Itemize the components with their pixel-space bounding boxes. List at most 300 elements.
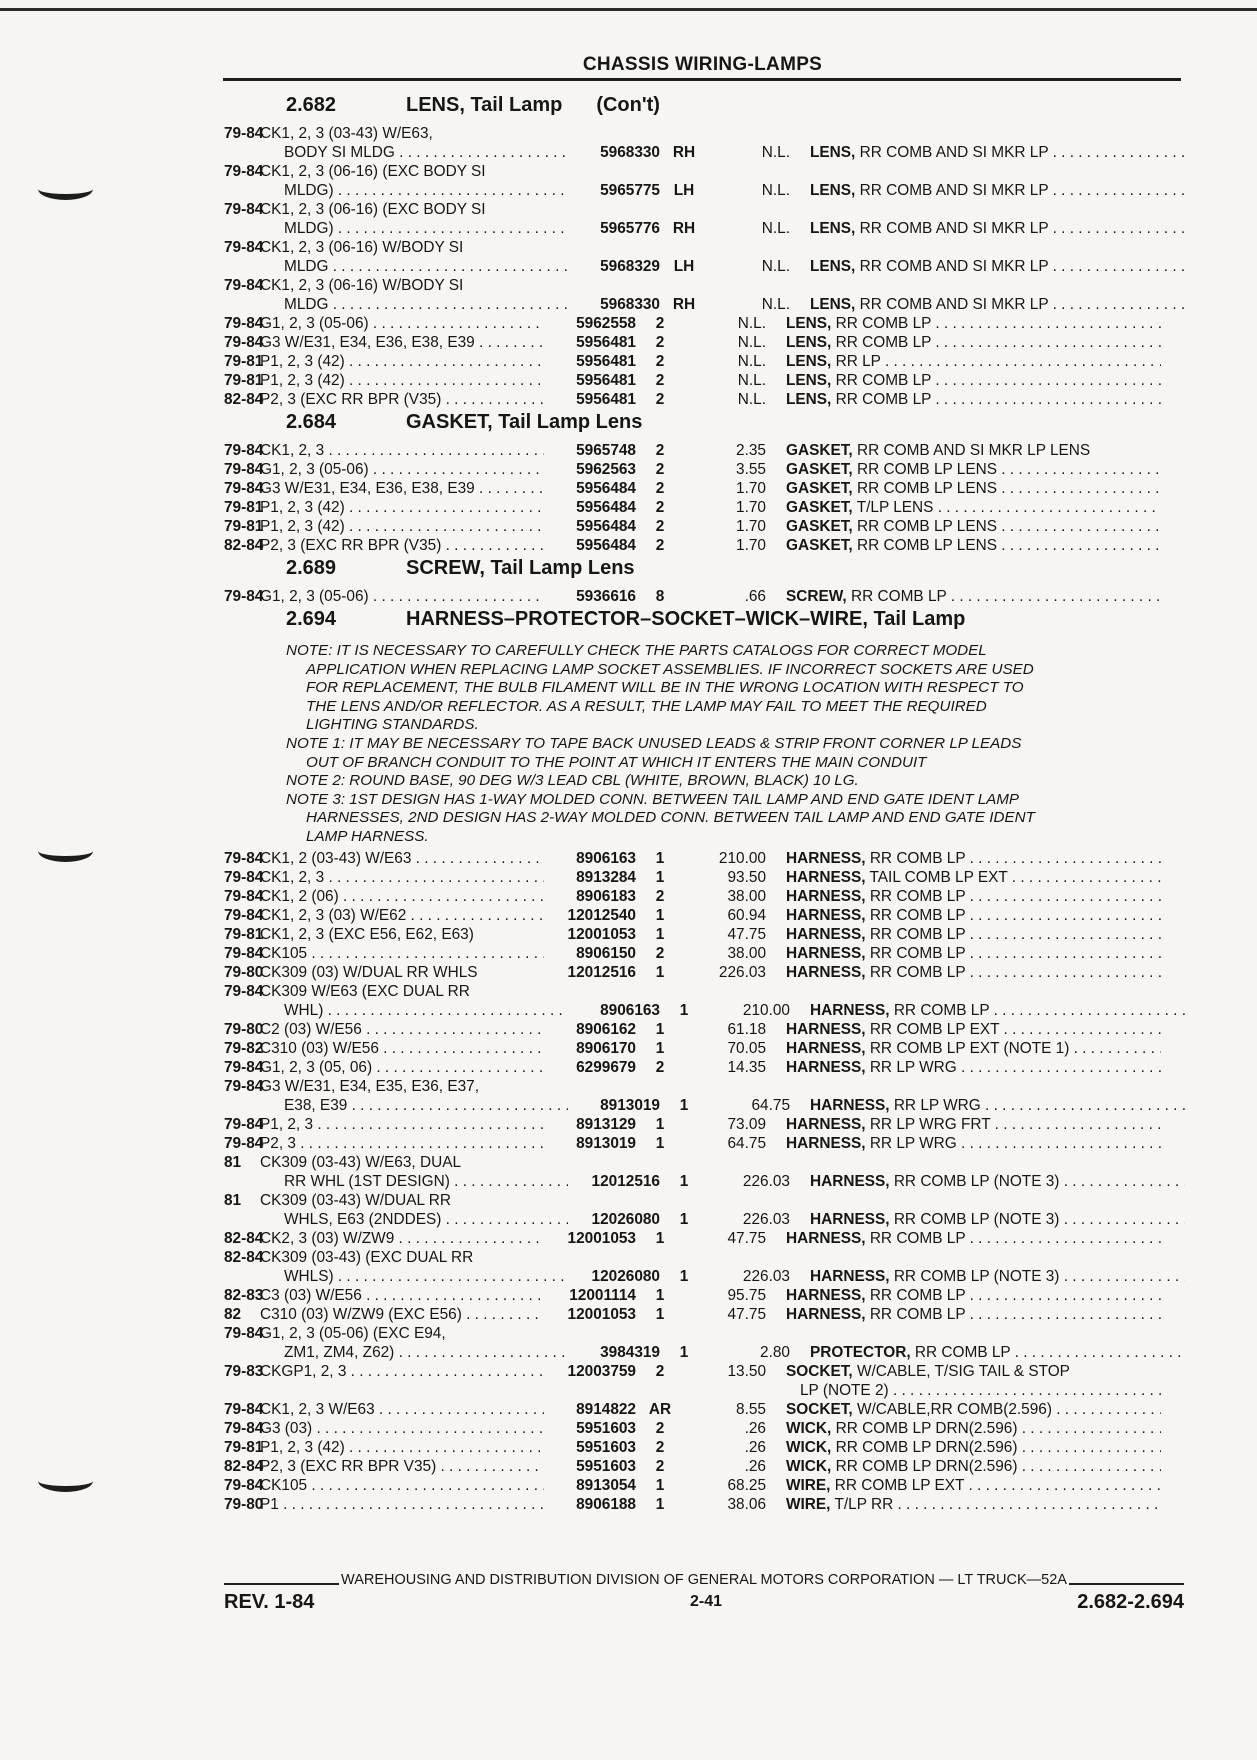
quantity: 2 xyxy=(655,1362,665,1380)
part-row xyxy=(224,517,1184,536)
list-price: N.L. xyxy=(737,353,766,370)
list-price: 1.70 xyxy=(736,499,766,516)
part-row xyxy=(224,1400,1184,1419)
quantity: 1 xyxy=(655,1286,665,1304)
description-noun: HARNESS, xyxy=(786,925,866,943)
part-row xyxy=(224,1438,1184,1457)
description-noun: LENS, xyxy=(786,391,832,408)
application-text: P1, 2, 3 (42) . . . xyxy=(260,498,544,517)
description-text: RR COMB AND SI MKR LP xyxy=(859,144,1049,161)
part-row xyxy=(224,257,1184,276)
section-header xyxy=(224,94,1184,124)
section-number: 2.682 xyxy=(286,94,337,116)
model-years: 79-84 xyxy=(224,1324,264,1342)
application-text: C310 (03) W/ZW9 (EXC E56) . . . xyxy=(260,1305,544,1324)
list-price: 1.70 xyxy=(736,537,766,554)
model-years xyxy=(224,181,260,200)
part-row-continued xyxy=(224,162,1184,181)
part-row xyxy=(224,849,1184,868)
application-text: G1, 2, 3 (05-06) . . . xyxy=(260,460,544,479)
part-number: 8913129 xyxy=(576,1115,636,1133)
application-text: P1, 2, 3 (42) . . . xyxy=(260,352,544,371)
model-years: 82-84 xyxy=(224,1248,264,1266)
model-years xyxy=(224,1096,260,1115)
part-number: 12026080 xyxy=(591,1267,660,1285)
quantity: RH xyxy=(672,296,696,313)
section-range: 2.682-2.694 xyxy=(1077,1591,1184,1613)
note-line: FOR REPLACEMENT, THE BULB FILAMENT WILL BE IN THE WRONG LOCATION WITH RESPECT TO xyxy=(306,679,1024,697)
application-text: CK105 . . . xyxy=(260,1476,544,1495)
description xyxy=(810,1172,1185,1191)
model-years: 79-84 xyxy=(224,849,264,867)
quantity: 2 xyxy=(655,518,665,535)
description-text: RR COMB LP LENS xyxy=(856,461,997,478)
part-number: 5956481 xyxy=(576,372,636,389)
list-price: N.L. xyxy=(737,334,766,351)
application-text: CK1, 2 (03-43) W/E63 . . . xyxy=(260,849,544,868)
part-row xyxy=(224,963,1184,982)
description-noun: HARNESS, xyxy=(810,1210,890,1228)
description-noun: LENS, xyxy=(786,372,832,389)
description xyxy=(786,963,1161,982)
model-years: 79-84 xyxy=(224,315,264,332)
list-price: N.L. xyxy=(761,258,790,275)
quantity: 2 xyxy=(655,537,665,554)
model-years: 79-81 xyxy=(224,353,264,370)
note-line: HARNESSES, 2ND DESIGN HAS 2-WAY MOLDED CONN. BETWEEN TAIL LAMP AND END GATE IDENT xyxy=(306,809,1035,827)
part-number: 12003759 xyxy=(567,1362,636,1380)
part-number: 12001053 xyxy=(567,1305,636,1323)
description-noun: LENS, xyxy=(786,315,832,332)
description xyxy=(810,219,1185,238)
model-years: 79-84 xyxy=(224,944,264,962)
part-row xyxy=(224,314,1184,333)
description-text: T/LP LENS xyxy=(856,499,934,516)
model-years: 79-84 xyxy=(224,201,264,218)
revision-label: REV. 1-84 xyxy=(224,1591,315,1613)
part-row-continued xyxy=(224,1191,1184,1210)
quantity: 2 xyxy=(655,944,665,962)
part-number: 8906188 xyxy=(576,1495,636,1513)
part-row xyxy=(224,1058,1184,1077)
application-text: CK105 . . . xyxy=(260,944,544,963)
model-years: 79-80 xyxy=(224,1020,264,1038)
application-text: MLDG) . . . xyxy=(260,219,568,238)
description xyxy=(810,181,1185,200)
part-row xyxy=(224,868,1184,887)
application-text: CK309 (03-43) W/E63, DUAL xyxy=(260,1153,462,1171)
description-noun: GASKET, xyxy=(786,499,853,516)
part-row xyxy=(224,1286,1184,1305)
note-line: LIGHTING STANDARDS. xyxy=(306,716,479,734)
application-text: P1, 2, 3 (42) . . . xyxy=(260,1438,544,1457)
quantity: 1 xyxy=(655,1305,665,1323)
list-price: N.L. xyxy=(761,182,790,199)
application-text: C3 (03) W/E56 . . . xyxy=(260,1286,544,1305)
application-text: P1 . . . xyxy=(260,1495,544,1514)
description xyxy=(786,906,1161,925)
description-text: RR LP xyxy=(835,353,881,370)
description-text: RR COMB LP xyxy=(869,1286,966,1304)
model-years: 79-84 xyxy=(224,461,264,478)
description xyxy=(786,1058,1161,1077)
page-title: CHASSIS WIRING-LAMPS xyxy=(582,54,823,75)
description-noun: HARNESS, xyxy=(810,1172,890,1190)
description-text: RR LP WRG FRT xyxy=(869,1115,991,1133)
footer-division: WAREHOUSING AND DISTRIBUTION DIVISION OF GENERAL MOTORS CORPORATION — LT TRUCK—52A xyxy=(341,1572,1067,1588)
application-text: P2, 3 . . . xyxy=(260,1134,544,1153)
spacer xyxy=(260,1381,544,1400)
description-noun: SOCKET, xyxy=(786,1362,853,1380)
application-text: CK1, 2, 3 (06-16) (EXC BODY SI xyxy=(260,163,486,180)
description-text: W/CABLE, T/SIG TAIL & STOP xyxy=(856,1362,1070,1380)
part-row xyxy=(224,143,1184,162)
description-text: LP (NOTE 2) . . . xyxy=(786,1381,1161,1400)
section-header xyxy=(224,557,1184,587)
quantity: 2 xyxy=(655,887,665,905)
description-noun: LENS, xyxy=(786,353,832,370)
application-text: CK2, 3 (03) W/ZW9 . . . xyxy=(260,1229,544,1248)
quantity: 1 xyxy=(679,1096,689,1114)
part-row-continued xyxy=(224,1324,1184,1343)
application-text: CKGP1, 2, 3 . . . xyxy=(260,1362,544,1381)
model-years: 79-84 xyxy=(224,277,264,294)
list-price: 13.50 xyxy=(727,1362,766,1380)
part-row xyxy=(224,1305,1184,1324)
application-text: G1, 2, 3 (05-06) . . . xyxy=(260,314,544,333)
description-text: RR COMB AND SI MKR LP LENS xyxy=(856,442,1091,459)
application-text: P2, 3 (EXC RR BPR (V35) . . . xyxy=(260,390,544,409)
description xyxy=(786,536,1161,555)
part-number: 5965776 xyxy=(600,220,660,237)
part-number: 3984319 xyxy=(600,1343,660,1361)
quantity: 1 xyxy=(655,1134,665,1152)
part-row xyxy=(224,479,1184,498)
part-row xyxy=(224,1039,1184,1058)
description xyxy=(810,143,1185,162)
description-noun: GASKET, xyxy=(786,461,853,478)
application-text: CK1, 2 (06) . . . xyxy=(260,887,544,906)
part-row xyxy=(224,1134,1184,1153)
list-price: 2.35 xyxy=(736,442,766,459)
description-text: RR COMB LP LENS xyxy=(856,537,997,554)
description-text: RR LP WRG xyxy=(869,1134,957,1152)
part-number: 8906163 xyxy=(576,849,636,867)
section-title: HARNESS–PROTECTOR–SOCKET–WICK–WIRE, Tail Lamp xyxy=(406,608,966,630)
part-row xyxy=(224,1457,1184,1476)
list-price: 47.75 xyxy=(727,1305,766,1323)
list-price: 61.18 xyxy=(727,1020,766,1038)
part-number: 5962563 xyxy=(576,461,636,478)
part-number: 5951603 xyxy=(576,1419,636,1437)
list-price: 1.70 xyxy=(736,518,766,535)
section-continued: (Con't) xyxy=(596,94,660,116)
quantity: 2 xyxy=(655,461,665,478)
description-noun: HARNESS, xyxy=(786,1134,866,1152)
application-text: G1, 2, 3 (05-06) . . . xyxy=(260,587,544,606)
description-text: RR COMB AND SI MKR LP xyxy=(859,220,1049,237)
notes-block xyxy=(224,642,1184,847)
application-text: MLDG . . . xyxy=(260,295,568,314)
part-row xyxy=(224,1020,1184,1039)
description-noun: LENS, xyxy=(810,182,856,199)
description-text: RR COMB LP xyxy=(869,887,966,905)
description xyxy=(810,257,1185,276)
part-number: 8913284 xyxy=(576,868,636,886)
part-row xyxy=(224,1362,1184,1381)
footer-division-line xyxy=(224,1572,1184,1588)
part-number: 12001053 xyxy=(567,925,636,943)
part-number: 5962558 xyxy=(576,315,636,332)
model-years: 82-84 xyxy=(224,537,264,554)
application-text: G3 (03) . . . xyxy=(260,1419,544,1438)
description xyxy=(786,1305,1161,1324)
part-row xyxy=(224,1115,1184,1134)
part-row-continued xyxy=(224,124,1184,143)
quantity: 1 xyxy=(655,925,665,943)
description-text: RR COMB LP xyxy=(869,1305,966,1323)
description xyxy=(786,1229,1161,1248)
part-number: 8906170 xyxy=(576,1039,636,1057)
list-price: 93.50 xyxy=(727,868,766,886)
description xyxy=(810,295,1185,314)
model-years: 79-84 xyxy=(224,906,264,924)
part-row xyxy=(224,1419,1184,1438)
description-noun: GASKET, xyxy=(786,480,853,497)
part-row xyxy=(224,1096,1184,1115)
part-number: 5936616 xyxy=(576,588,636,605)
application-text: G1, 2, 3 (05, 06) . . . xyxy=(260,1058,544,1077)
part-number: 5965775 xyxy=(600,182,660,199)
description-noun: GASKET, xyxy=(786,442,853,459)
section-number: 2.694 xyxy=(286,608,337,630)
application-text: CK1, 2, 3 (EXC E56, E62, E63) xyxy=(260,925,474,943)
application-text: WHLS) . . . xyxy=(260,1267,568,1286)
part-number: 5956484 xyxy=(576,480,636,497)
list-price: 68.25 xyxy=(727,1476,766,1494)
note-line: APPLICATION WHEN REPLACING LAMP SOCKET ASSEMBLIES. IF INCORRECT SOCKETS ARE USED xyxy=(306,660,1034,678)
part-row-continued xyxy=(224,1077,1184,1096)
description xyxy=(786,1419,1161,1438)
page-number: 2-41 xyxy=(690,1593,723,1610)
part-row xyxy=(224,295,1184,314)
quantity: 1 xyxy=(655,906,665,924)
model-years: 79-80 xyxy=(224,1495,264,1513)
quantity: 1 xyxy=(679,1172,689,1190)
application-text: G3 W/E31, E34, E35, E36, E37, xyxy=(260,1077,480,1095)
list-price: .26 xyxy=(744,1438,766,1456)
list-price: 60.94 xyxy=(727,906,766,924)
application-text: CK1, 2, 3 (06-16) W/BODY SI xyxy=(260,277,464,294)
part-row xyxy=(224,219,1184,238)
description xyxy=(786,887,1161,906)
description-text: T/LP RR xyxy=(834,1495,894,1513)
binder-hole-mark xyxy=(38,178,93,200)
description-noun: HARNESS, xyxy=(786,1039,866,1057)
part-row xyxy=(224,944,1184,963)
part-row xyxy=(224,1476,1184,1495)
quantity: 1 xyxy=(679,1343,689,1361)
description-text: RR COMB LP (NOTE 3) xyxy=(893,1267,1060,1285)
model-years: 79-84 xyxy=(224,334,264,351)
list-price: 47.75 xyxy=(727,925,766,943)
part-number: 5956481 xyxy=(576,334,636,351)
application-text: CK1, 2, 3 (06-16) W/BODY SI xyxy=(260,239,464,256)
part-number: 12012516 xyxy=(567,963,636,981)
model-years: 81 xyxy=(224,1191,242,1209)
top-border-line xyxy=(0,8,1257,11)
list-price: 95.75 xyxy=(727,1286,766,1304)
description-text: RR COMB LP EXT xyxy=(834,1476,965,1494)
model-years: 79-84 xyxy=(224,1077,264,1095)
description-noun: SCREW, xyxy=(786,588,847,605)
description-text: W/CABLE,RR COMB(2.596) xyxy=(856,1400,1052,1418)
spacer xyxy=(224,1381,260,1400)
list-price: N.L. xyxy=(761,144,790,161)
description-noun: HARNESS, xyxy=(786,1286,866,1304)
note-line: NOTE 1: IT MAY BE NECESSARY TO TAPE BACK UNUSED LEADS & STRIP FRONT CORNER LP LEADS xyxy=(286,734,1022,752)
description-text: RR COMB LP xyxy=(893,1001,990,1019)
part-row-continued xyxy=(224,982,1184,1001)
quantity: 2 xyxy=(655,391,665,408)
description-text: TAIL COMB LP EXT xyxy=(869,868,1008,886)
list-price: N.L. xyxy=(737,315,766,332)
description-noun: GASKET, xyxy=(786,537,853,554)
model-years xyxy=(224,295,260,314)
description-noun: WICK, xyxy=(786,1438,832,1456)
description-noun: WIRE, xyxy=(786,1476,831,1494)
model-years: 81 xyxy=(224,1153,242,1171)
part-row-continued xyxy=(224,200,1184,219)
part-row xyxy=(224,441,1184,460)
quantity: 1 xyxy=(655,849,665,867)
description xyxy=(786,1134,1161,1153)
description xyxy=(786,1039,1161,1058)
description-text: RR LP WRG xyxy=(893,1096,981,1114)
description xyxy=(810,1210,1185,1229)
model-years: 82-83 xyxy=(224,1286,264,1304)
list-price: N.L. xyxy=(737,372,766,389)
part-row xyxy=(224,887,1184,906)
model-years: 79-84 xyxy=(224,1419,264,1437)
model-years: 82-84 xyxy=(224,1457,264,1475)
list-price: 8.55 xyxy=(736,1400,766,1418)
description-text: RR COMB LP xyxy=(869,1229,966,1247)
description xyxy=(786,1362,1161,1381)
description-text: RR COMB LP xyxy=(869,925,966,943)
description xyxy=(786,441,1161,460)
description-noun: GASKET, xyxy=(786,518,853,535)
quantity: 1 xyxy=(679,1267,689,1285)
part-number: 5956481 xyxy=(576,391,636,408)
quantity: 1 xyxy=(655,963,665,981)
description-text: RR COMB LP DRN(2.596) xyxy=(835,1419,1018,1437)
application-text: BODY SI MLDG . . . xyxy=(260,143,568,162)
quantity: RH xyxy=(672,220,696,237)
list-price: 3.55 xyxy=(736,461,766,478)
description-noun: WIRE, xyxy=(786,1495,831,1513)
model-years: 79-84 xyxy=(224,588,264,605)
part-number: 12026080 xyxy=(591,1210,660,1228)
description-noun: WICK, xyxy=(786,1419,832,1437)
part-row xyxy=(224,1001,1184,1020)
description-noun: HARNESS, xyxy=(786,849,866,867)
description-noun: HARNESS, xyxy=(810,1001,890,1019)
part-row xyxy=(224,181,1184,200)
application-text: CK309 (03-43) W/DUAL RR xyxy=(260,1191,452,1209)
description-text: RR COMB AND SI MKR LP xyxy=(859,258,1049,275)
part-number: 8906163 xyxy=(600,1001,660,1019)
part-row xyxy=(224,906,1184,925)
description-noun: HARNESS, xyxy=(786,887,866,905)
list-price: 38.00 xyxy=(727,944,766,962)
list-price: .26 xyxy=(744,1419,766,1437)
quantity: 8 xyxy=(655,588,665,605)
quantity: 1 xyxy=(679,1210,689,1228)
description xyxy=(786,371,1161,390)
part-row xyxy=(224,498,1184,517)
model-years: 79-84 xyxy=(224,868,264,886)
part-row xyxy=(224,1267,1184,1286)
model-years: 79-84 xyxy=(224,480,264,497)
description-noun: LENS, xyxy=(786,334,832,351)
quantity: 2 xyxy=(655,353,665,370)
part-row xyxy=(224,587,1184,606)
quantity: 2 xyxy=(655,1457,665,1475)
model-years: 79-84 xyxy=(224,1134,264,1152)
section-number: 2.689 xyxy=(286,557,337,579)
section-title: GASKET, Tail Lamp Lens xyxy=(406,411,643,433)
application-text: C2 (03) W/E56 . . . xyxy=(260,1020,544,1039)
description-text: RR COMB LP LENS xyxy=(856,518,997,535)
section-header xyxy=(224,411,1184,441)
model-years: 82-84 xyxy=(224,1229,264,1247)
description xyxy=(786,333,1161,352)
quantity: 1 xyxy=(679,1001,689,1019)
quantity: LH xyxy=(673,258,695,275)
application-text: CK309 (03-43) (EXC DUAL RR xyxy=(260,1248,474,1266)
application-text: E38, E39 . . . xyxy=(260,1096,568,1115)
description xyxy=(786,587,1161,606)
description-text: RR COMB LP xyxy=(851,588,947,605)
part-row xyxy=(224,1343,1184,1362)
description xyxy=(786,868,1161,887)
list-price: 226.03 xyxy=(742,1210,790,1228)
description-noun: LENS, xyxy=(810,258,856,275)
list-price: .26 xyxy=(744,1457,766,1475)
application-text: P2, 3 (EXC RR BPR V35) . . . xyxy=(260,1457,544,1476)
part-number: 12012540 xyxy=(567,906,636,924)
model-years: 79-81 xyxy=(224,499,264,516)
quantity: 2 xyxy=(655,442,665,459)
description-text: RR COMB LP xyxy=(869,963,966,981)
description-noun: LENS, xyxy=(810,144,856,161)
part-number: 5956484 xyxy=(576,518,636,535)
quantity: 1 xyxy=(655,1115,665,1133)
quantity: 2 xyxy=(655,1058,665,1076)
application-text: CK1, 2, 3 . . . xyxy=(260,868,544,887)
part-number: 5968330 xyxy=(600,296,660,313)
description-noun: SOCKET, xyxy=(786,1400,853,1418)
application-text: CK309 W/E63 (EXC DUAL RR xyxy=(260,982,470,1000)
description xyxy=(786,1020,1161,1039)
note-line: OUT OF BRANCH CONDUIT TO THE POINT AT WHICH IT ENTERS THE MAIN CONDUIT xyxy=(306,753,927,771)
model-years: 79-84 xyxy=(224,982,264,1000)
quantity: 1 xyxy=(655,868,665,886)
part-row-continued xyxy=(224,1153,1184,1172)
application-text: G3 W/E31, E34, E36, E38, E39 . . . xyxy=(260,479,544,498)
model-years xyxy=(224,1001,260,1020)
